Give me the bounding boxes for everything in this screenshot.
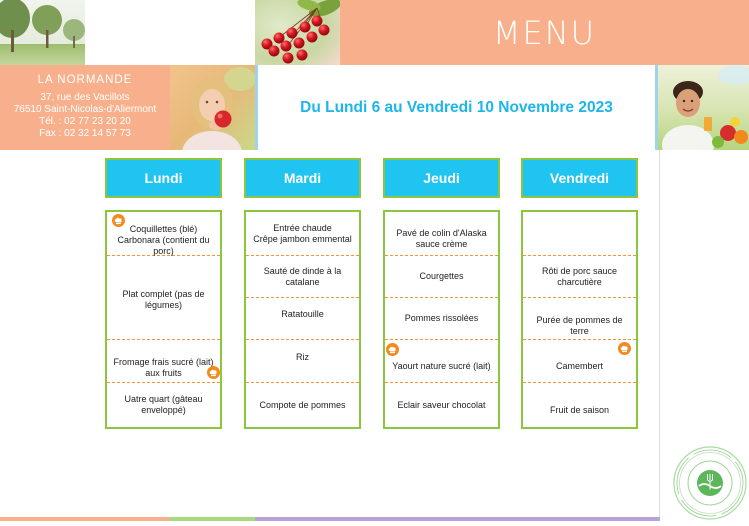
day-name: Vendredi: [549, 170, 610, 186]
menu-item-text: Courgettes: [419, 271, 464, 281]
day-column-mardi: [244, 210, 361, 429]
menu-cell-text: [112, 289, 215, 311]
page-edge-line: [659, 150, 660, 517]
menu-cell-text: [528, 315, 631, 337]
menu-banner: [340, 0, 749, 65]
footer-strip-green: [170, 517, 255, 521]
menu-cell: [107, 256, 220, 340]
menu-cell: [385, 340, 498, 383]
chef-hat-icon: [112, 214, 125, 227]
day-column-lundi: [105, 210, 222, 429]
chef-hat-icon: [207, 366, 220, 379]
menu-item-text: Sauté de dinde à la catalane: [263, 265, 342, 287]
menu-cell-text: [390, 228, 493, 250]
footer-strip-salmon: [0, 517, 170, 521]
menu-cell: [246, 383, 359, 427]
menu-cell: [523, 298, 636, 340]
menu-cell: [246, 256, 359, 298]
menu-cell-text: [390, 313, 493, 324]
company-fax: Fax : 02 32 14 57 73: [39, 128, 131, 139]
menu-cell-text: [251, 266, 354, 288]
week-title: Du Lundi 6 au Vendredi 10 Novembre 2023: [300, 98, 613, 116]
company-contact: [0, 92, 170, 140]
company-name: LA NORMANDE: [37, 74, 133, 86]
week-title-area: [255, 65, 658, 150]
day-column-vendredi: [521, 210, 638, 429]
menu-item-text: Coquillettes (blé): [129, 224, 198, 234]
day-header-lundi: [105, 158, 222, 198]
menu-item-text: Plat complet (pas de légumes): [122, 288, 205, 310]
menu-cell: [246, 340, 359, 383]
girl-with-apple-photo: [170, 65, 255, 150]
day-header-jeudi: [383, 158, 500, 198]
menu-item-text: Fruit de saison: [549, 405, 610, 415]
menu-item-text: Entrée chaude: [273, 222, 332, 233]
menu-cell-text: [112, 394, 215, 416]
menu-item-text: Eclair saveur chocolat: [397, 399, 486, 410]
menu-cell: [107, 212, 220, 256]
menu-cell: [246, 212, 359, 256]
menu-cell-text: [390, 361, 493, 372]
menu-item-text: Pommes rissolées: [404, 313, 479, 323]
menu-item-text: Compote de pommes: [259, 399, 346, 410]
menu-item-text: Fromage frais sucré (lait) aux fruits: [113, 356, 214, 378]
menu-cell: [523, 256, 636, 298]
menu-cell-text: [251, 223, 354, 245]
day-name: Lundi: [144, 170, 183, 186]
menu-cell: [246, 298, 359, 340]
menu-cell-text: [528, 361, 631, 372]
menu-cell-text: [112, 357, 215, 379]
menu-cell: [523, 340, 636, 383]
company-street: 37, rue des Vacillots: [40, 92, 130, 103]
catering-logo: [672, 445, 748, 521]
day-header-vendredi: [521, 158, 638, 198]
menu-cell-text: [528, 405, 631, 416]
orchard-photo: [0, 0, 85, 65]
chef-hat-icon: [386, 343, 399, 356]
menu-item-text: Carbonara (contient du porc): [117, 235, 210, 256]
menu-cell: [107, 383, 220, 427]
menu-item-text: Yaourt nature sucré (lait): [392, 361, 491, 371]
menu-cell-text: [528, 266, 631, 288]
menu-item-text: Rôti de porc sauce charcutière: [541, 265, 618, 287]
cherries-photo: [255, 0, 340, 65]
menu-item-text: Ratatouille: [281, 309, 324, 319]
menu-cell: [385, 212, 498, 256]
day-header-mardi: [244, 158, 361, 198]
menu-cell: [385, 256, 498, 298]
menu-cell: [107, 340, 220, 383]
boy-with-fruit-photo: [658, 65, 749, 150]
menu-item-text: Purée de pommes de terre: [536, 315, 623, 336]
day-name: Mardi: [283, 170, 322, 186]
menu-cell: [385, 383, 498, 427]
menu-title: MENU: [492, 13, 597, 52]
chef-hat-icon: [618, 342, 631, 355]
day-name: Jeudi: [423, 170, 460, 186]
menu-cell-text: [251, 309, 354, 320]
menu-cell: [523, 212, 636, 256]
company-block: [0, 65, 170, 150]
company-city: 76510 Saint-Nicolas-d'Aliermont: [13, 104, 157, 115]
menu-item-text: Pavé de colin d'Alaska sauce crème: [396, 228, 487, 249]
menu-cell-text: [390, 400, 493, 411]
menu-item-text: Uatre quart (gâteau enveloppé): [124, 394, 203, 415]
day-column-jeudi: [383, 210, 500, 429]
menu-item-text: Camembert: [555, 361, 603, 371]
menu-cell: [523, 383, 636, 427]
menu-cell-text: [112, 224, 215, 257]
menu-cell-text: [251, 400, 354, 411]
company-phone: Tél. : 02 77 23 20 20: [39, 116, 131, 127]
footer-strip-purple: [255, 517, 660, 521]
menu-cell: [385, 298, 498, 340]
menu-cell-text: [251, 352, 354, 363]
menu-cell-text: [390, 271, 493, 282]
menu-item-text: Riz: [296, 351, 309, 362]
menu-item-text: Crêpe jambon emmental: [253, 233, 352, 244]
